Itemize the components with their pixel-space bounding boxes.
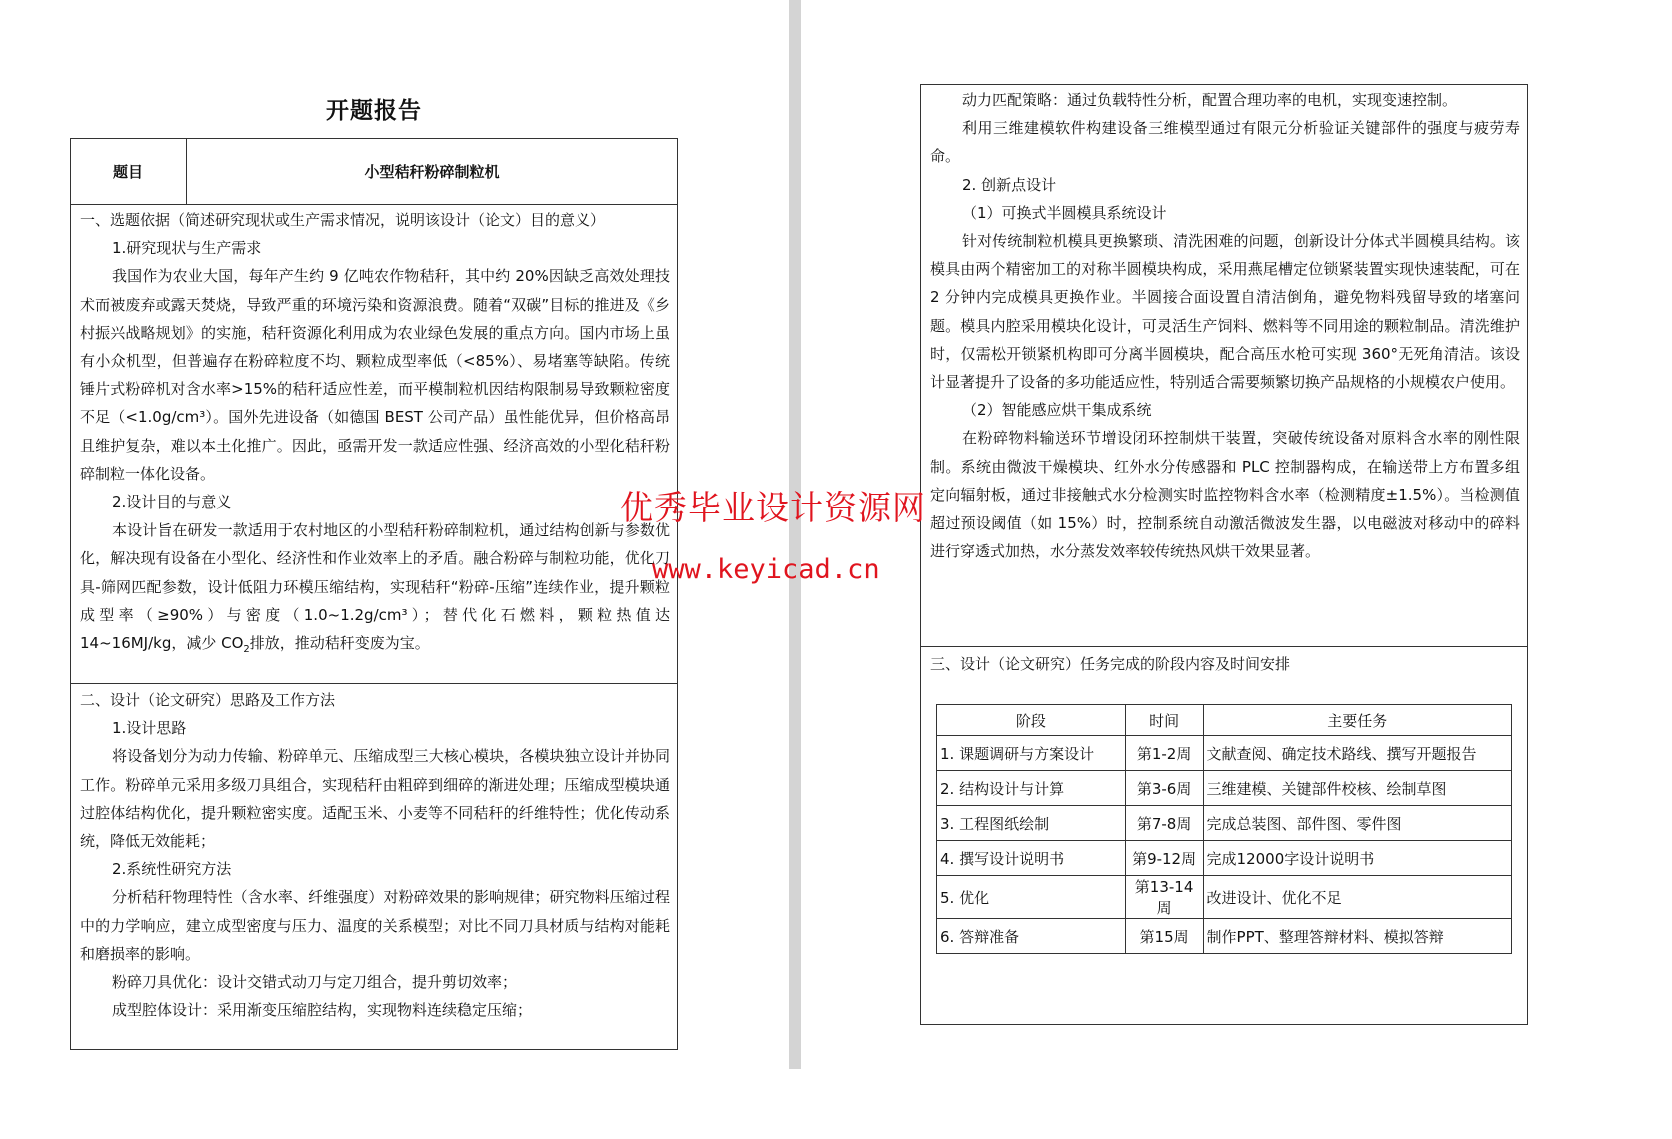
page-title: 开题报告 [326, 97, 422, 124]
schedule-header-row [937, 705, 1512, 736]
header-stage: 阶段 [937, 705, 1126, 736]
section2-paragraph-2: 分析秸秆物理特性（含水率、纤维强度）对粉碎效果的影响规律；研究物料压缩过程中的力学响应，建立成型密度与压力、温度的关系模型；对比不同刀具材质与结构对能耗和磨损率的影响。 [80, 888, 670, 963]
power-matching-paragraph: 动力匹配策略：通过负载特性分析，配置合理功率的电机，实现变速控制。 [962, 91, 1458, 109]
stage-cell: 5. 优化 [937, 876, 1126, 919]
section2-subheading-2: 2.系统性研究方法 [112, 860, 232, 879]
schedule-table [936, 704, 1512, 954]
modeling-paragraph: 利用三维建模软件构建设备三维模型通过有限元分析验证关键部件的强度与疲劳寿命。 [930, 119, 1520, 166]
task-cell: 改进设计、优化不足 [1203, 876, 1511, 919]
header-task: 主要任务 [1203, 705, 1511, 736]
task-cell: 文献查阅、确定技术路线、撰写开题报告 [1203, 736, 1511, 771]
table-row [937, 876, 1512, 919]
section2-content [80, 686, 670, 1024]
section2-paragraph-3: 粉碎刀具优化：设计交错式动刀与定刀组合，提升剪切效率； [112, 973, 518, 992]
section1-paragraph-2 [80, 516, 670, 664]
section1-heading: 一、选题依据（简述研究现状或生产需求情况，说明该设计（论文）目的意义） [80, 211, 606, 229]
watermark-title: 优秀毕业设计资源网 [620, 488, 926, 527]
section1-bottom [70, 683, 678, 684]
section2-heading: 二、设计（论文研究）思路及工作方法 [80, 691, 336, 709]
time-cell: 第13-14周 [1125, 876, 1203, 919]
stage-cell: 6. 答辩准备 [937, 919, 1126, 954]
time-cell: 第15周 [1125, 919, 1203, 954]
section3-heading: 三、设计（论文研究）任务完成的阶段内容及时间安排 [930, 655, 1291, 673]
para2-text-b: 排放，推动秸秆变废为宝。 [249, 634, 430, 653]
time-cell: 第9-12周 [1125, 841, 1203, 876]
watermark-url: www.keyicad.cn [652, 554, 880, 585]
task-cell: 制作PPT、整理答辩材料、模拟答辩 [1203, 919, 1511, 954]
co2-subscript: 2 [243, 644, 250, 656]
stage-cell: 2. 结构设计与计算 [937, 771, 1126, 806]
innovation-1-title: （1）可换式半圆模具系统设计 [962, 203, 1167, 222]
section2-continued [930, 86, 1520, 565]
para2-text-a: 本设计旨在研发一款适用于农村地区的小型秸秆粉碎制粒机，通过结构创新与参数优化，解决现有设备在小型化、经济性和作业效率上的矛盾。融合粉碎与制粒功能，优化刀具-筛网匹配参数，设计低阻力环模压缩结构，实现秸秆“粉碎-压缩”连续作业，提升颗粒成型率（≥90%）与密度（1.0~1.2g/cm³）；替代化石燃料，颗粒热值达 14~16MJ/kg，减少 CO [80, 521, 670, 653]
table-row [937, 806, 1512, 841]
stage-cell: 3. 工程图纸绘制 [937, 806, 1126, 841]
section1-subheading-2: 2.设计目的与意义 [112, 493, 232, 512]
page-gutter [789, 0, 801, 1069]
section2-subheading-1: 1.设计思路 [112, 719, 187, 738]
topic-label: 题目 [112, 163, 143, 181]
innovation-2-text: 在粉碎物料输送环节增设闭环控制烘干装置，突破传统设备对原料含水率的刚性限制。系统由微波干燥模块、红外水分传感器和 PLC 控制器构成，在输送带上方布置多组定向辐射板，通过非接触式水分检测实时监控物料含水率（检测精度±1.5%）。当检测值超过预设阈值（如 15%）时，控制系统自动激活微波发生器，以电磁波对移动中的碎料进行穿透式加热，水分蒸发效率较传统热风烘干效果显著。 [930, 429, 1520, 561]
table-row [937, 841, 1512, 876]
section1-content [80, 206, 670, 664]
innovation-2-title: （2）智能感应烘干集成系统 [962, 401, 1152, 420]
topic-row-bottom [70, 204, 678, 205]
innovation-1-text: 针对传统制粒机模具更换繁琐、清洗困难的问题，创新设计分体式半圆模具结构。该模具由两个精密加工的对称半圆模块构成，采用燕尾槽定位锁紧装置实现快速装配，可在 2 分钟内完成模具更换作业。半圆接合面设置自清洁倒角，避免物料残留导致的堵塞问题。模具内腔采用模块化设计，可灵活生产饲料、燃料等不同用途的颗粒制品。清洗维护时，仅需松开锁紧机构即可分离半圆模块，配合高压水枪可实现 360°无死角清洁。该设计显著提升了设备的多功能适应性，特别适合需要频繁切换产品规格的小规模农户使用。 [930, 232, 1520, 392]
time-cell: 第1-2周 [1125, 736, 1203, 771]
stage-cell: 4. 撰写设计说明书 [937, 841, 1126, 876]
time-cell: 第3-6周 [1125, 771, 1203, 806]
section2-paragraph-4: 成型腔体设计：采用渐变压缩腔结构，实现物料连续稳定压缩； [112, 1001, 533, 1020]
section2-paragraph-1: 将设备划分为动力传输、粉碎单元、压缩成型三大核心模块，各模块独立设计并协同工作。粉碎单元采用多级刀具组合，实现秸秆由粗碎到细碎的渐进处理；压缩成型模块通过腔体结构优化，提升颗粒密实度。适配玉米、小麦等不同秸秆的纤维特性；优化传动系统，降低无效能耗； [80, 747, 670, 851]
table-row [937, 736, 1512, 771]
table-row [937, 919, 1512, 954]
innovation-heading: 2. 创新点设计 [962, 175, 1057, 194]
task-cell: 完成总装图、部件图、零件图 [1203, 806, 1511, 841]
section1-paragraph-1: 我国作为农业大国，每年产生约 9 亿吨农作物秸秆，其中约 20%因缺乏高效处理技术而被废弃或露天焚烧，导致严重的环境污染和资源浪费。随着“双碳”目标的推进及《乡村振兴战略规划》的实施，秸秆资源化利用成为农业绿色发展的重点方向。国内市场上虽有小众机型，但普遍存在粉碎粒度不均、颗粒成型率低（<85%）、易堵塞等缺陷。传统锤片式粉碎机对含水率>15%的秸秆适应性差，而平模制粒机因结构限制易导致颗粒密度不足（<1.0g/cm³）。国外先进设备（如德国 BEST 公司产品）虽性能优异，但价格高昂且维护复杂，难以本土化推广。因此，亟需开发一款适应性强、经济高效的小型化秸秆粉碎制粒一体化设备。 [80, 267, 670, 483]
task-cell: 完成12000字设计说明书 [1203, 841, 1511, 876]
task-cell: 三维建模、关键部件校核、绘制草图 [1203, 771, 1511, 806]
section1-subheading-1: 1.研究现状与生产需求 [112, 239, 262, 258]
stage-cell: 1. 课题调研与方案设计 [937, 736, 1126, 771]
topic-value: 小型秸秆粉碎制粒机 [364, 163, 500, 181]
time-cell: 第7-8周 [1125, 806, 1203, 841]
table-row [937, 771, 1512, 806]
section2-cont-bottom [920, 646, 1528, 647]
header-time: 时间 [1125, 705, 1203, 736]
